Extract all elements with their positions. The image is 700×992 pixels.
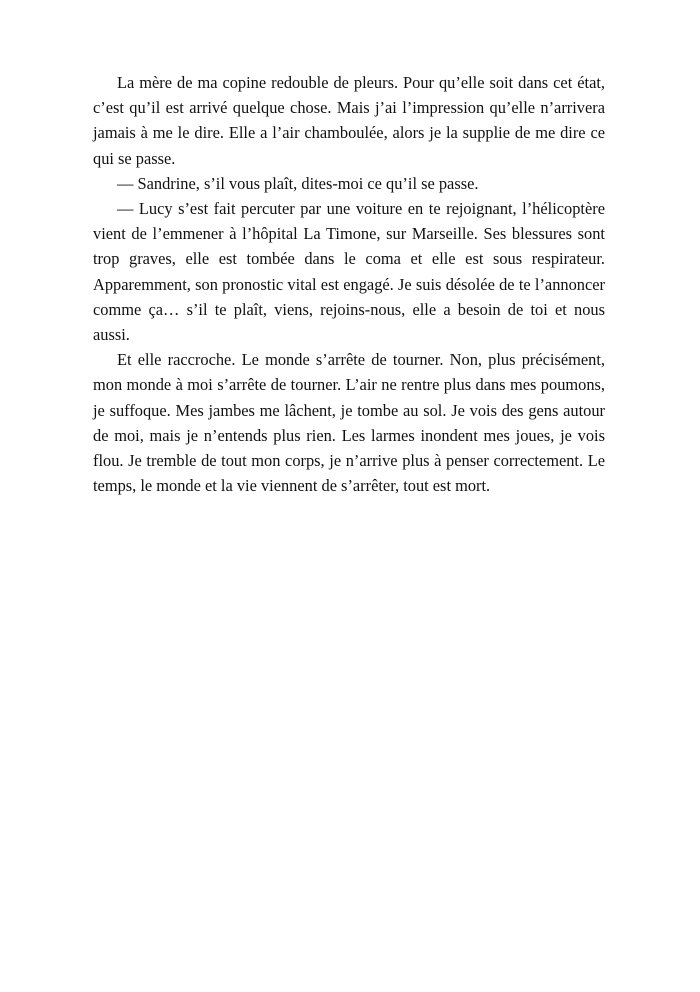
dialogue-line-2: — Lucy s’est fait percuter par une voiture en te rejoignant, l’hélicoptère vient de l’emmener à l’hôpital La Timone, sur Marseille. Ses blessures sont trop graves, elle est tombée dans le coma et elle est sous respirateur. Apparemment, son pronostic vital est engagé. Je suis désolée de te l’annoncer comme ça… s’il te plaît, viens, rejoins-nous, elle a besoin de toi et nous aussi.	[93, 199, 605, 345]
paragraph-1: La mère de ma copine redouble de pleurs. Pour qu’elle soit dans cet état, c’est qu’il est arrivé quelque chose. Mais j’ai l’impression qu’elle n’arrivera jamais à me le dire. Elle a l’air chamboulée, alors je la supplie de me dire ce qui se passe.	[93, 73, 605, 168]
dialogue-line-1: — Sandrine, s’il vous plaît, dites-moi ce qu’il se passe.	[117, 173, 479, 193]
paragraph-2: Et elle raccroche. Le monde s’arrête de tourner. Non, plus précisément, mon monde à moi s’arrête de tourner. L’air ne rentre plus dans mes poumons, je suffoque. Mes jambes me lâchent, je tombe au sol. Je vois des gens autour de moi, mais je n’entends plus rien. Les larmes inondent mes joues, je vois flou. Je tremble de tout mon corps, je n’arrive plus à penser correctement. Le temps, le monde et la vie viennent de s’arrêter, tout est mort.	[93, 350, 605, 496]
body-text	[93, 70, 605, 498]
